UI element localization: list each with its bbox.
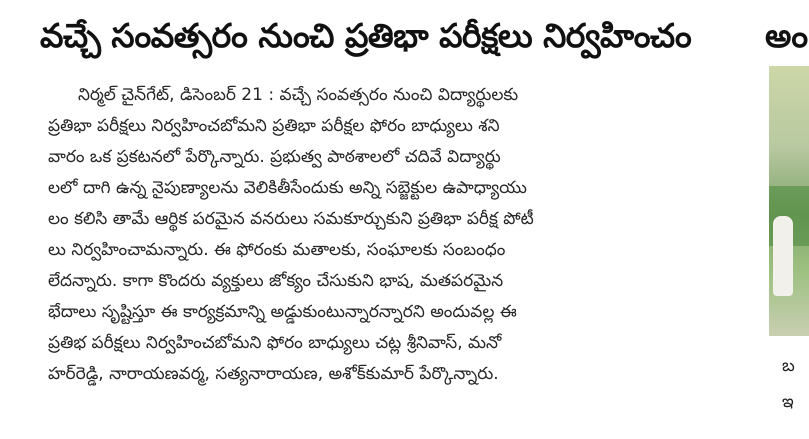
article-line: ప్రతిభ పరీక్షలు నిర్వహించబోమని ఫోరం బాధ్యులు చట్ల శ్రీనివాస్, మనో xyxy=(48,333,502,353)
adjacent-article-headline: అం xyxy=(765,16,809,55)
adjacent-photo-caption: బ xyxy=(782,356,795,376)
article-line: లం కలిసి తామే ఆర్థిక పరమైన వనరులు సమకూర్చుకుని ప్రతిభా పరీక్ష పోటీ xyxy=(48,209,534,229)
adjacent-photo-caption: ఇ xyxy=(782,392,794,412)
article-line: ప్రతిభా పరీక్షలు నిర్వహించబోమని ప్రతిభా పరీక్షల ఫోరం బాధ్యులు శని xyxy=(48,116,500,136)
article-line: లు నిర్వహించామన్నారు. ఈ ఫోరంకు మతాలకు, సంఘాలకు సంబంధం xyxy=(48,240,506,260)
article-body xyxy=(48,80,748,390)
article-line: హర్‌రెడ్డి, నారాయణవర్మ, సత్యనారాయణ, అశోక్‌కుమార్ పేర్కొన్నారు. xyxy=(48,364,499,384)
article-line: లలో దాగి ఉన్న నైపుణ్యాలను వెలికితీసేందుకు అన్ని సబ్జెక్టుల ఉపాధ్యాయు xyxy=(48,178,527,198)
article-line: వారం ఒక ప్రకటనలో పేర్కొన్నారు. ప్రభుత్వ పాఠశాలలో చదివే విద్యార్థు xyxy=(48,147,501,167)
article-line: భేదాలు సృష్టిస్తూ ఈ కార్యక్రమాన్ని అడ్డుకుంటున్నారన్నారని అందువల్ల ఈ xyxy=(48,302,517,322)
article-line: నిర్మల్ చైన్‌గేట్, డిసెంబర్ 21 : వచ్చే సంవత్సరం నుంచి విద్యార్థులకు xyxy=(78,85,519,105)
article-headline: వచ్చే సంవత్సరం నుంచి ప్రతిభా పరీక్షలు నిర్వహించం xyxy=(40,16,692,55)
article-line: లేదన్నారు. కాగా కొందరు వ్యక్తులు జోక్యం చేసుకుని భాష, మతపరమైన xyxy=(48,271,504,291)
adjacent-article-photo xyxy=(769,66,809,336)
